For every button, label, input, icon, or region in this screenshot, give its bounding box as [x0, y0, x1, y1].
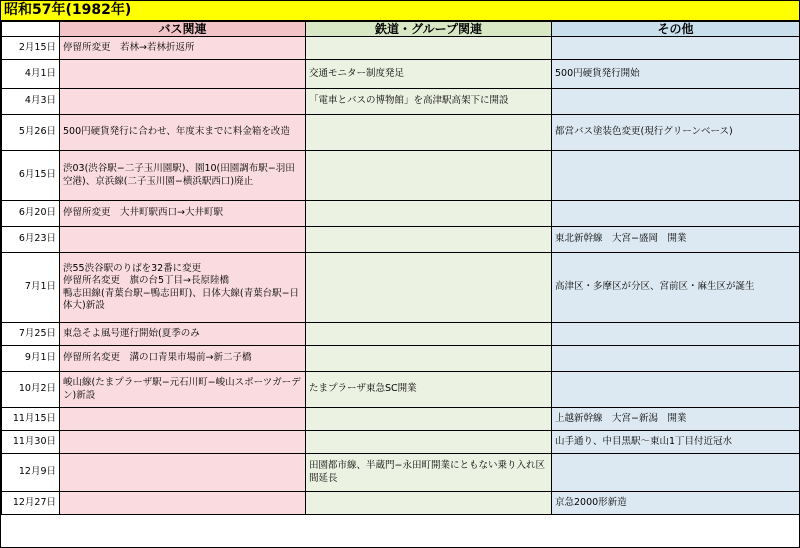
row-bus-cell: 峻山線(たまプラーザ駅−元石川町−峻山スポーツガーデン)新設	[60, 372, 306, 408]
row-rail-cell	[306, 253, 552, 323]
row-rail-cell	[306, 492, 552, 515]
row-rail-cell	[306, 431, 552, 454]
row-other-cell: 上越新幹線 大宮−新潟 開業	[552, 408, 800, 431]
header-row	[2, 22, 800, 37]
row-bus-cell: 渋03(渋谷駅−二子玉川園駅)、園10(田園調布駅−羽田空港)、京浜線(二子玉川園−横浜駅西口)廃止	[60, 151, 306, 201]
row-date: 5月26日	[2, 115, 60, 151]
row-other-cell: 高津区・多摩区が分区、宮前区・麻生区が誕生	[552, 253, 800, 323]
row-other-cell	[552, 454, 800, 492]
row-bus-cell	[60, 408, 306, 431]
header-bus: バス関連	[60, 22, 306, 37]
row-other-cell: 東北新幹線 大宮−盛岡 開業	[552, 227, 800, 253]
row-other-cell	[552, 89, 800, 115]
table-row	[2, 89, 800, 115]
row-date: 4月3日	[2, 89, 60, 115]
row-date: 6月23日	[2, 227, 60, 253]
row-rail-cell	[306, 151, 552, 201]
row-other-cell: 山手通り、中目黒駅〜東山1丁目付近冠水	[552, 431, 800, 454]
row-date: 7月25日	[2, 323, 60, 346]
row-other-cell	[552, 323, 800, 346]
row-bus-cell: 停留所名変更 溝の口青果市場前→新二子橋	[60, 346, 306, 372]
row-bus-cell	[60, 227, 306, 253]
row-other-cell: 京急2000形新造	[552, 492, 800, 515]
header-rail: 鉄道・グループ関連	[306, 22, 552, 37]
table-row	[2, 151, 800, 201]
row-other-cell: 500円硬貨発行開始	[552, 60, 800, 89]
table-row	[2, 115, 800, 151]
row-date: 12月9日	[2, 454, 60, 492]
row-bus-cell	[60, 60, 306, 89]
row-bus-cell	[60, 89, 306, 115]
table-row	[2, 201, 800, 227]
table-row	[2, 323, 800, 346]
row-bus-cell	[60, 454, 306, 492]
row-date: 10月2日	[2, 372, 60, 408]
header-other: その他	[552, 22, 800, 37]
row-other-cell	[552, 151, 800, 201]
row-rail-cell: たまプラーザ東急SC開業	[306, 372, 552, 408]
row-date: 7月1日	[2, 253, 60, 323]
row-rail-cell	[306, 227, 552, 253]
row-date: 9月1日	[2, 346, 60, 372]
table-row	[2, 454, 800, 492]
row-other-cell: 都営バス塗装色変更(現行グリーンベース)	[552, 115, 800, 151]
row-other-cell	[552, 346, 800, 372]
row-date: 4月1日	[2, 60, 60, 89]
row-bus-cell: 渋55渋谷駅のりばを32番に変更 停留所名変更 旗の台5丁目→長原陸橋 鴨志田線(青葉台駅−鴨志田町)、日体大線(青葉台駅−日体大)新設	[60, 253, 306, 323]
table-row	[2, 346, 800, 372]
row-rail-cell: 「電車とバスの博物館」を高津駅高架下に開設	[306, 89, 552, 115]
row-date: 6月15日	[2, 151, 60, 201]
row-other-cell	[552, 372, 800, 408]
row-rail-cell: 交通モニター制度発足	[306, 60, 552, 89]
row-bus-cell: 東急そよ風号運行開始(夏季のみ	[60, 323, 306, 346]
row-bus-cell: 停留所変更 大井町駅西口→大井町駅	[60, 201, 306, 227]
row-rail-cell: 田園都市線、半蔵門−永田町開業にともない乗り入れ区間延長	[306, 454, 552, 492]
table-row	[2, 431, 800, 454]
sheet-title: 昭和57年(1982年)	[1, 1, 799, 21]
timeline-table	[1, 21, 800, 515]
row-other-cell	[552, 37, 800, 60]
row-date: 11月30日	[2, 431, 60, 454]
table-row	[2, 372, 800, 408]
table-row	[2, 227, 800, 253]
table-row	[2, 253, 800, 323]
row-rail-cell	[306, 408, 552, 431]
row-date: 2月15日	[2, 37, 60, 60]
row-rail-cell	[306, 115, 552, 151]
header-date	[2, 22, 60, 37]
row-bus-cell: 500円硬貨発行に合わせ、年度末までに料金箱を改造	[60, 115, 306, 151]
row-date: 6月20日	[2, 201, 60, 227]
row-bus-cell	[60, 492, 306, 515]
table-row	[2, 408, 800, 431]
table-row	[2, 492, 800, 515]
row-other-cell	[552, 201, 800, 227]
row-bus-cell	[60, 431, 306, 454]
table-row	[2, 60, 800, 89]
row-date: 11月15日	[2, 408, 60, 431]
row-rail-cell	[306, 323, 552, 346]
row-rail-cell	[306, 201, 552, 227]
row-rail-cell	[306, 346, 552, 372]
table-row	[2, 37, 800, 60]
row-date: 12月27日	[2, 492, 60, 515]
row-bus-cell: 停留所変更 若林→若林折返所	[60, 37, 306, 60]
row-rail-cell	[306, 37, 552, 60]
